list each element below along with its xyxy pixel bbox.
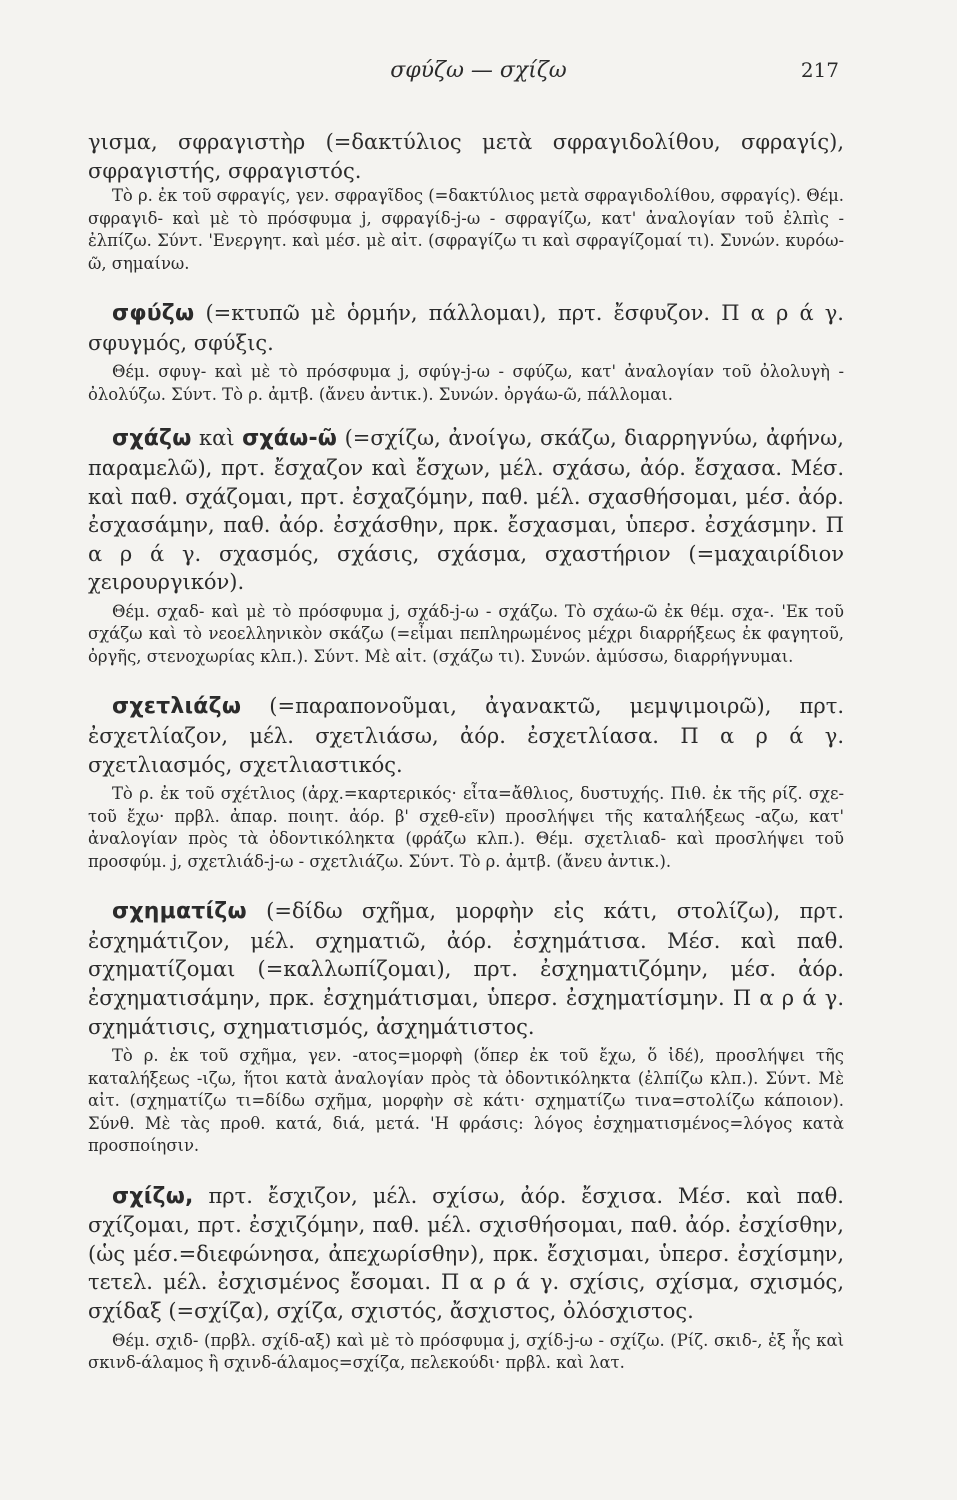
entry-main-text: (=κτυπῶ μὲ ὁρμήν, πάλλομαι), πρτ. ἔσφυζον. Π α ρ ά γ. σφυγμός, σφύξις. [88,301,844,355]
entry-headword: σχηματίζω [112,899,247,925]
entry-schematizo-etymology [88,1045,844,1158]
entry-gap [88,873,844,897]
entry-headword-variant: σχάω-ῶ [242,426,338,452]
entry-gap [88,1158,844,1182]
entry-gap [88,668,844,692]
entry-schetliazo [88,692,844,779]
entry-schazo-etymology [88,601,844,669]
entry-etymology-text: Θέμ. σχαδ- καὶ μὲ τὸ πρόσφυμα j, σχάδ-j-ω - σχάζω. Τὸ σχάω-ῶ ἐκ θέμ. σχα-. 'Εκ τοῦ σχάζω καὶ τὸ νεοελληνικὸν σκάζω (=εἶμαι πεπληρωμένος μέχρι διαρρήξεως ἐκ φαγητοῦ, ὀργῆς, στενοχωρίας κλπ.). Σύντ. Μὲ αἰτ. (σχάζω τι). Συνών. ἀμύσσω, διαρρήγνυμαι. [88,601,844,666]
entry-sfyzo [88,299,844,357]
entry-headword: σχίζω, [112,1183,194,1209]
entry-headword-joiner: καὶ [199,426,235,451]
entry-schizo [88,1182,844,1326]
entry-main-text: (=δίδω σχῆμα, μορφὴν εἰς κάτι, στολίζω), πρτ. ἐσχημάτιζον, μέλ. σχηματιῶ, ἀόρ. ἐσχημάτισα. Μέσ. καὶ παθ. σχηματίζομαι (=καλλωπίζομαι), πρτ. ἐσχηματιζόμην, μέσ. ἀόρ. ἐσχηματισάμην, πρκ. ἐσχημάτισμαι, ὑπερσ. ἐσχηματίσμην. Π α ρ ά γ. σχημάτισις, σχηματισμός, ἀσχημάτιστος. [88,899,844,1039]
entry-schazo [88,424,844,597]
entry-schetliazo-etymology [88,783,844,873]
page-number: 217 [800,58,839,82]
running-head: σφύζω — σχίζω [390,58,567,83]
entry-etymology-text: Θέμ. σφυγ- καὶ μὲ τὸ πρόσφυμα j, σφύγ-j-ω - σφύζω, κατ' ἀναλογίαν τοῦ ὀλολυγὴ - ὀλολύζω. Σύντ. Τὸ ρ. ἀμτβ. (ἄνευ ἀντικ.). Συνών. ὀργάω-ῶ, πάλλομαι. [88,362,844,404]
entry-main-text: γισμα, σφραγιστὴρ (=δακτύλιος μετὰ σφραγιδολίθου, σφραγίς), σφραγιστής, σφραγιστός. [88,130,844,183]
entry-headword: σφύζω [112,301,195,327]
entry-schematizo [88,897,844,1041]
entry-etymology-text: Τὸ ρ. ἐκ τοῦ σφραγίς, γεν. σφραγῖδος (=δακτύλιος μετὰ σφραγιδολίθου, σφραγίς). Θέμ. σφραγιδ- καὶ μὲ τὸ πρόσφυμα j, σφραγίδ-j-ω - σφραγίζω, κατ' ἀναλογίαν τοῦ ἐλπὶς - ἐλπίζω. Σύντ. 'Ενεργητ. καὶ μέσ. μὲ αἰτ. (σφραγίζω τι καὶ σφραγίζομαί τι). Συνών. κυρόω-ῶ, σημαίνω. [88,186,844,273]
entry-gap [88,275,844,299]
entry-main-text: (=σχίζω, ἀνοίγω, σκάζω, διαρρηγνύω, ἀφήνω, παραμελῶ), πρτ. ἔσχαζον καὶ ἔσχων, μέλ. σχάσω, ἀόρ. ἔσχασα. Μέσ. καὶ παθ. σχάζομαι, πρτ. ἐσχαζόμην, παθ. μέλ. σχασθήσομαι, μέσ. ἀόρ. ἐσχασάμην, παθ. ἀόρ. ἐσχάσθην, πρκ. ἔσχασμαι, ὑπερσ. ἐσχάσμην. Π α ρ ά γ. σχασμός, σχάσις, σχάσμα, σχαστήριον (=μαχαιρίδιον χειρουργικόν). [88,426,844,595]
entry-main-text: πρτ. ἔσχιζον, μέλ. σχίσω, ἀόρ. ἔσχισα. Μέσ. καὶ παθ. σχίζομαι, πρτ. ἐσχιζόμην, παθ. μέλ. σχισθήσομαι, παθ. ἀόρ. ἐσχίσθην, (ὡς μέσ.=διεφώνησα, ἀπεχωρίσθην), πρκ. ἔσχισμαι, ὑπερσ. ἐσχίσμην, τετελ. μέλ. ἐσχισμένος ἔσομαι. Π α ρ ά γ. σχίσις, σχίσμα, σχισμός, σχίδαξ (=σχίζα), σχίζα, σχιστός, ἄσχιστος, ὀλόσχιστος. [88,1183,844,1324]
page-header [0,58,957,90]
entry-headword: σχάζω [112,426,192,452]
entry-main-text: (=παραπονοῦμαι, ἀγανακτῶ, μεμψιμοιρῶ), πρτ. ἐσχετλίαζον, μέλ. σχετλιάσω, ἀόρ. ἐσχετλίασα. Π α ρ ά γ. σχετλιασμός, σχετλιαστικός. [88,694,844,777]
entry-continuation-etymology [88,185,844,275]
entry-headword: σχετλιάζω [112,694,242,720]
entry-continuation-main [88,128,844,185]
entry-etymology-text: Τὸ ρ. ἐκ τοῦ σχῆμα, γεν. -ατος=μορφὴ (ὅπερ ἐκ τοῦ ἔχω, ὅ ἰδέ), προσλήψει τῆς καταλήξεως -ιζω, ἥτοι κατὰ ἀναλογίαν πρὸς τὰ ὀδοντικόληκτα (ἐλπίζω κλπ.). Σύντ. Μὲ αἰτ. (σχηματίζω τι=δίδω σχῆμα, μορφὴν σὲ κάτι· σχηματίζω τινα=στολίζω κάποιον). Σύνθ. Μὲ τὰς προθ. κατά, διά, μετά. 'Η φράσις: λόγος ἐσχηματισμένος=λόγος κατὰ προσποίησιν. [88,1046,844,1156]
entry-schizo-etymology [88,1330,844,1375]
dictionary-body [88,128,844,1375]
entry-etymology-text: Τὸ ρ. ἐκ τοῦ σχέτλιος (ἀρχ.=καρτερικός· εἶτα=ἄθλιος, δυστυχής. Πιθ. ἐκ τῆς ρίζ. σχε- τοῦ ἔχω· πρβλ. ἀπαρ. ποιητ. ἀόρ. β' σχεθ-εῖν) προσλήψει τῆς καταλήξεως -αζω, κατ' ἀναλογίαν πρὸς τὰ ὀδοντικόληκτα (φράζω κλπ.). Θέμ. σχετλιαδ- καὶ προσλήψει τοῦ προσφύμ. j, σχετλιάδ-j-ω - σχετλιάζω. Σύντ. Τὸ ρ. ἀμτβ. (ἄνευ ἀντικ.). [88,784,844,871]
entry-etymology-text: Θέμ. σχιδ- (πρβλ. σχίδ-αξ) καὶ μὲ τὸ πρόσφυμα j, σχίδ-j-ω - σχίζω. (Ρίζ. σκιδ-, ἐξ ἧς καὶ σκινδ-άλαμος ἢ σχινδ-άλαμος=σχίζα, πελεκούδι· πρβλ. καὶ λατ. [88,1330,844,1373]
entry-gap [88,406,844,424]
entry-sfyzo-etymology [88,361,844,406]
